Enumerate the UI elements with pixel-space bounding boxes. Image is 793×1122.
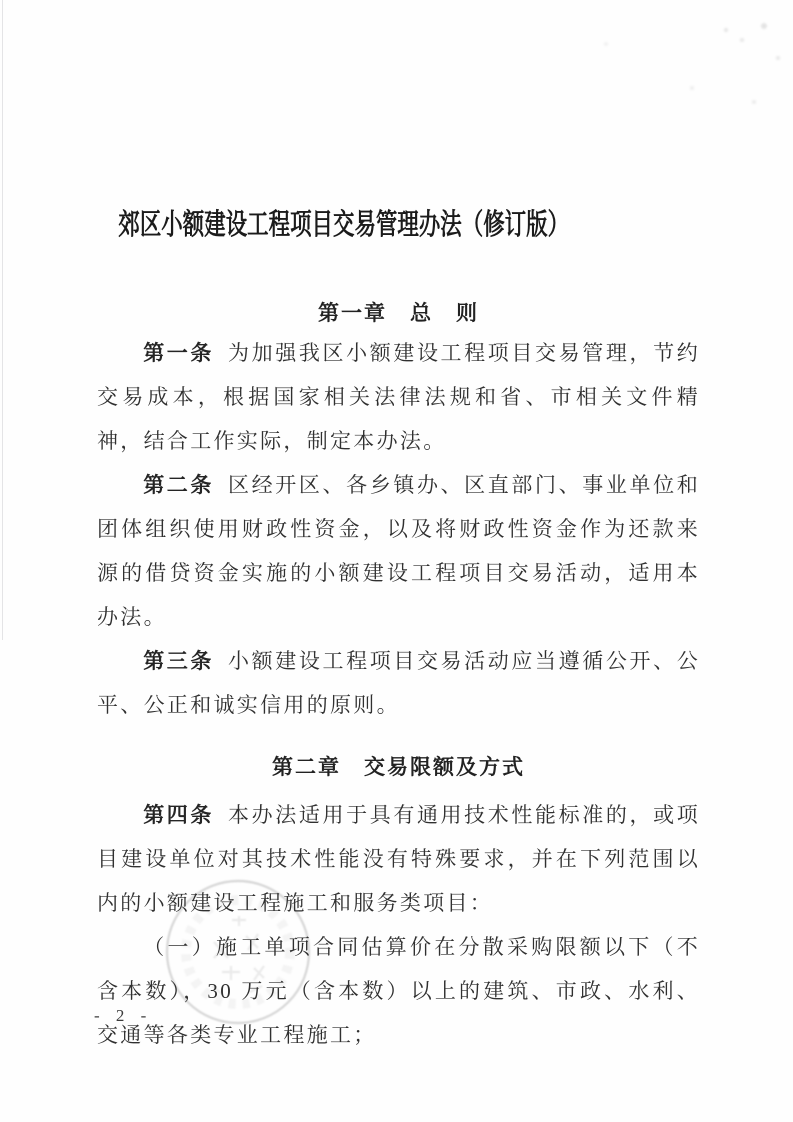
article-4-text: 本办法适用于具有通用技术性能标准的，或项目建设单位对其技术性能没有特殊要求，并在下列范围以内的小额建设工程施工和服务类项目： bbox=[97, 803, 700, 915]
article-2-text: 区经开区、各乡镇办、区直部门、事业单位和团体组织使用财政性资金，以及将财政性资金作为还款来源的借贷资金实施的小额建设工程项目交易活动，适用本办法。 bbox=[97, 473, 700, 629]
scan-noise-artifact bbox=[724, 28, 728, 32]
article-3-text: 小额建设工程项目交易活动应当遵循公开、公平、公正和诚实信用的原则。 bbox=[97, 649, 700, 717]
scan-edge-artifact bbox=[2, 0, 3, 640]
article-4-paragraph bbox=[97, 793, 700, 925]
page-number: - 2 - bbox=[94, 1006, 153, 1025]
article-3-label: 第三条 bbox=[143, 649, 215, 673]
chapter-2-heading: 第二章 交易限额及方式 bbox=[272, 756, 525, 779]
article-4-label: 第四条 bbox=[143, 803, 215, 827]
article-3-paragraph bbox=[97, 639, 700, 727]
list-item-1-paragraph bbox=[97, 925, 700, 1057]
article-1-paragraph bbox=[97, 331, 700, 463]
chapter-1-heading: 第一章 总 则 bbox=[318, 302, 479, 325]
document-title: 郊区小额建设工程项目交易管理办法（修订版） bbox=[118, 209, 570, 241]
document-body bbox=[97, 0, 700, 1057]
article-2-paragraph bbox=[97, 463, 700, 639]
list-item-1-text: （一）施工单项合同估算价在分散采购限额以下（不含本数），30 万元（含本数）以上的建筑、市政、水利、交通等各类专业工程施工； bbox=[97, 935, 700, 1047]
article-1-label: 第一条 bbox=[143, 341, 215, 365]
article-1-text: 为加强我区小额建设工程项目交易管理，节约交易成本，根据国家相关法律法规和省、市相关文件精神，结合工作实际，制定本办法。 bbox=[97, 341, 700, 453]
article-2-label: 第二条 bbox=[143, 473, 215, 497]
